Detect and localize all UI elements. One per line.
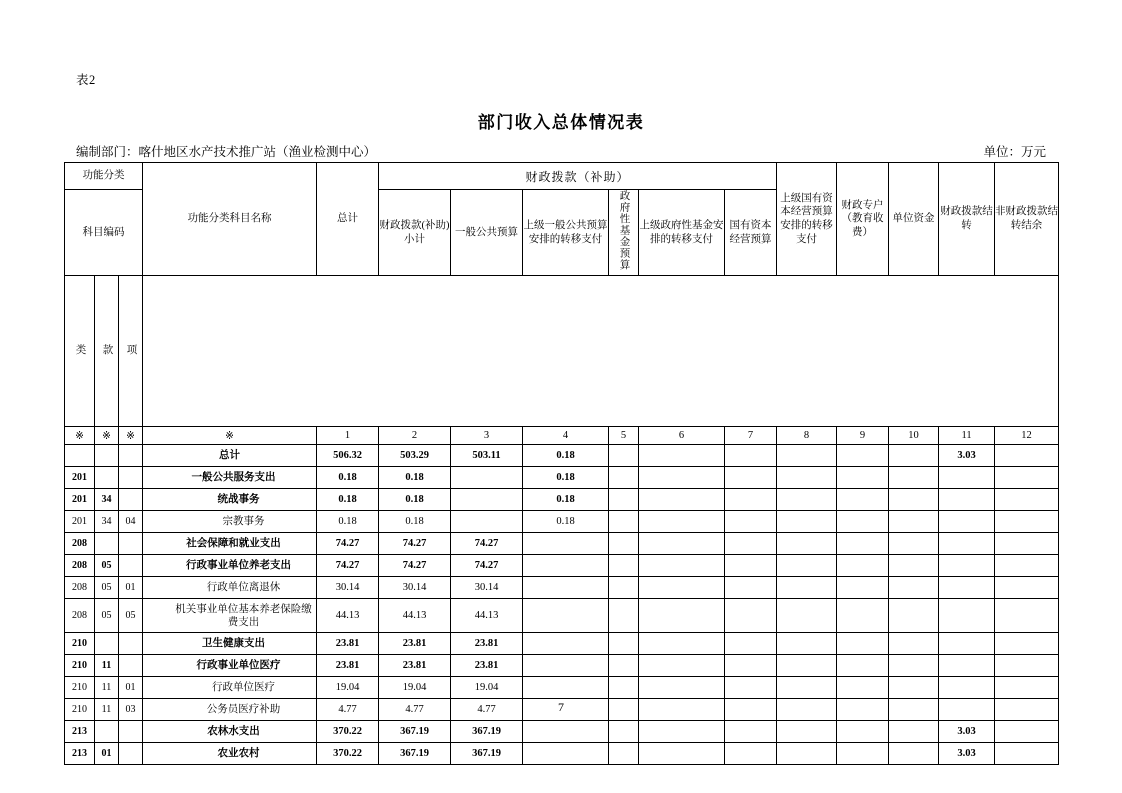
cell-value: 23.81 [379, 633, 451, 655]
cell-value: 30.14 [379, 577, 451, 599]
cell-value [837, 445, 889, 467]
col-header-fiscal-group: 财政拨款（补助） [379, 163, 777, 190]
cell-value: 0.18 [379, 489, 451, 511]
cell-value [837, 633, 889, 655]
cell-code-kuan: 34 [95, 511, 119, 533]
cell-value [451, 467, 523, 489]
cell-value [889, 743, 939, 765]
cell-value: 0.18 [523, 445, 609, 467]
cell-value [523, 655, 609, 677]
cell-value: 23.81 [317, 655, 379, 677]
table-row [65, 721, 1059, 743]
cell-value: 0.18 [523, 489, 609, 511]
numcell: 10 [889, 427, 939, 445]
cell-value: 4.77 [451, 699, 523, 721]
cell-code-lei: 201 [65, 489, 95, 511]
cell-value [777, 633, 837, 655]
cell-value [609, 511, 639, 533]
numcell: 2 [379, 427, 451, 445]
cell-value [939, 555, 995, 577]
cell-value [995, 445, 1059, 467]
cell-value [777, 489, 837, 511]
cell-value [451, 511, 523, 533]
cell-value: 367.19 [379, 743, 451, 765]
cell-code-xiang [119, 533, 143, 555]
col-header-unit-funds: 单位资金 [889, 163, 939, 276]
cell-value [523, 555, 609, 577]
col-header-upper-soe-transfer: 上级国有资本经营预算安排的转移支付 [777, 163, 837, 276]
cell-value [639, 599, 725, 633]
cell-value [639, 577, 725, 599]
cell-code-xiang [119, 743, 143, 765]
cell-value [725, 655, 777, 677]
cell-value [939, 655, 995, 677]
cell-value [837, 577, 889, 599]
col-header-gov-fund-budget: 政府性基金预算 [609, 190, 639, 276]
cell-value [889, 445, 939, 467]
cell-value [609, 467, 639, 489]
cell-value [889, 489, 939, 511]
cell-value [889, 655, 939, 677]
numcell: 11 [939, 427, 995, 445]
cell-value [995, 677, 1059, 699]
table-row [65, 467, 1059, 489]
cell-value: 503.29 [379, 445, 451, 467]
cell-value [939, 633, 995, 655]
cell-value [889, 599, 939, 633]
cell-value [777, 721, 837, 743]
cell-value [939, 577, 995, 599]
cell-code-xiang [119, 445, 143, 467]
cell-value: 0.18 [317, 511, 379, 533]
cell-value [995, 655, 1059, 677]
table-row [65, 445, 1059, 467]
cell-value: 30.14 [451, 577, 523, 599]
cell-value [777, 743, 837, 765]
cell-code-lei [65, 445, 95, 467]
cell-value [725, 577, 777, 599]
cell-code-kuan [95, 721, 119, 743]
cell-value [609, 655, 639, 677]
cell-value [523, 677, 609, 699]
cell-value [995, 599, 1059, 633]
cell-value [523, 533, 609, 555]
cell-value [837, 655, 889, 677]
col-header-nonfiscal-carryover: 非财政拨款结转结余 [995, 163, 1059, 276]
cell-code-lei: 208 [65, 533, 95, 555]
table-row [65, 633, 1059, 655]
col-header-total: 总计 [317, 163, 379, 276]
table-row [65, 743, 1059, 765]
cell-value [777, 467, 837, 489]
cell-code-kuan: 11 [95, 677, 119, 699]
cell-value [889, 511, 939, 533]
cell-value: 367.19 [451, 743, 523, 765]
cell-subject-name: 行政事业单位养老支出 [143, 555, 317, 577]
cell-code-xiang [119, 721, 143, 743]
numcell: 1 [317, 427, 379, 445]
cell-value [995, 721, 1059, 743]
cell-value [639, 511, 725, 533]
cell-subject-name: 农林水支出 [143, 721, 317, 743]
cell-code-lei: 213 [65, 721, 95, 743]
cell-value [889, 533, 939, 555]
cell-value: 370.22 [317, 743, 379, 765]
cell-value: 74.27 [379, 555, 451, 577]
cell-subject-name: 农业农村 [143, 743, 317, 765]
unit-label: 单位：万元 [983, 145, 1046, 159]
cell-value: 74.27 [379, 533, 451, 555]
cell-value: 0.18 [379, 467, 451, 489]
cell-value [837, 533, 889, 555]
numcell: 12 [995, 427, 1059, 445]
numcell: 9 [837, 427, 889, 445]
cell-value [725, 511, 777, 533]
cell-value: 0.18 [379, 511, 451, 533]
cell-value [777, 533, 837, 555]
cell-value: 0.18 [523, 467, 609, 489]
cell-value [609, 577, 639, 599]
cell-subject-name: 总计 [143, 445, 317, 467]
budget-table [64, 162, 1059, 765]
page-number: 7 [558, 700, 564, 714]
cell-subject-name: 一般公共服务支出 [143, 467, 317, 489]
cell-value [939, 533, 995, 555]
cell-code-kuan: 11 [95, 655, 119, 677]
cell-value [725, 533, 777, 555]
cell-value: 3.03 [939, 743, 995, 765]
cell-subject-name: 行政单位医疗 [143, 677, 317, 699]
cell-value [725, 467, 777, 489]
cell-value [889, 555, 939, 577]
cell-code-lei: 208 [65, 555, 95, 577]
cell-subject-name: 社会保障和就业支出 [143, 533, 317, 555]
col-header-xiang: 项 [119, 276, 143, 427]
cell-value [939, 489, 995, 511]
cell-value [889, 721, 939, 743]
cell-code-kuan [95, 533, 119, 555]
code-group-header: 功能分类 [65, 163, 143, 190]
cell-code-xiang: 01 [119, 677, 143, 699]
cell-value: 0.18 [317, 467, 379, 489]
cell-value [639, 633, 725, 655]
cell-value [939, 467, 995, 489]
cell-code-xiang [119, 555, 143, 577]
cell-subject-name: 行政单位离退休 [143, 577, 317, 599]
cell-value: 4.77 [317, 699, 379, 721]
cell-value: 3.03 [939, 445, 995, 467]
cell-value: 19.04 [379, 677, 451, 699]
cell-value: 0.18 [523, 511, 609, 533]
cell-value: 3.03 [939, 721, 995, 743]
cell-value [639, 467, 725, 489]
cell-code-kuan: 34 [95, 489, 119, 511]
cell-value [609, 533, 639, 555]
numcell: 6 [639, 427, 725, 445]
cell-code-lei: 208 [65, 577, 95, 599]
cell-value: 19.04 [317, 677, 379, 699]
cell-value [725, 721, 777, 743]
code-group-header-2: 科目编码 [65, 190, 143, 276]
cell-value [639, 533, 725, 555]
column-number-row [65, 427, 1059, 445]
cell-code-lei: 213 [65, 743, 95, 765]
cell-value: 74.27 [317, 555, 379, 577]
numcell: ※ [143, 427, 317, 445]
col-header-subject-name: 功能分类科目名称 [143, 163, 317, 276]
cell-code-lei: 201 [65, 467, 95, 489]
cell-value: 74.27 [451, 533, 523, 555]
cell-subject-name: 宗教事务 [143, 511, 317, 533]
col-header-upper-gov-fund-transfer: 上级政府性基金安排的转移支付 [639, 190, 725, 276]
cell-value [939, 599, 995, 633]
cell-value [939, 677, 995, 699]
cell-value: 23.81 [451, 655, 523, 677]
numcell: 8 [777, 427, 837, 445]
cell-code-xiang [119, 489, 143, 511]
cell-value [837, 677, 889, 699]
numcell: ※ [95, 427, 119, 445]
cell-value [837, 555, 889, 577]
cell-code-lei: 210 [65, 633, 95, 655]
cell-value: 74.27 [317, 533, 379, 555]
cell-value [609, 555, 639, 577]
cell-value [523, 633, 609, 655]
cell-value [523, 743, 609, 765]
table-row [65, 555, 1059, 577]
cell-value [725, 743, 777, 765]
cell-code-xiang: 05 [119, 599, 143, 633]
page-title: 部门收入总体情况表 [477, 113, 645, 132]
cell-value [639, 655, 725, 677]
cell-code-xiang [119, 633, 143, 655]
cell-value [725, 599, 777, 633]
cell-value [777, 511, 837, 533]
cell-code-kuan [95, 633, 119, 655]
cell-value: 370.22 [317, 721, 379, 743]
cell-value: 367.19 [379, 721, 451, 743]
numcell: 7 [725, 427, 777, 445]
cell-value: 23.81 [451, 633, 523, 655]
numcell: 4 [523, 427, 609, 445]
cell-value [609, 743, 639, 765]
col-header-fiscal-carryover: 财政拨款结转 [939, 163, 995, 276]
cell-value [889, 677, 939, 699]
col-header-lei: 类 [65, 276, 95, 427]
cell-code-kuan: 01 [95, 743, 119, 765]
compiler-department: 编制部门：喀什地区水产技术推广站（渔业检测中心） [76, 145, 377, 159]
cell-value [639, 677, 725, 699]
cell-code-xiang: 04 [119, 511, 143, 533]
cell-value [639, 445, 725, 467]
cell-code-kuan: 11 [95, 699, 119, 721]
cell-value: 503.11 [451, 445, 523, 467]
sheet-label: 表2 [76, 73, 96, 87]
cell-value [777, 599, 837, 633]
cell-code-kuan [95, 467, 119, 489]
cell-value [995, 555, 1059, 577]
cell-value: 30.14 [317, 577, 379, 599]
cell-value [995, 489, 1059, 511]
cell-value [725, 633, 777, 655]
numcell: ※ [65, 427, 95, 445]
cell-value [995, 533, 1059, 555]
cell-value [995, 511, 1059, 533]
col-header-fiscal-subtotal: 财政拨款(补助)小计 [379, 190, 451, 276]
cell-subject-name: 行政事业单位医疗 [143, 655, 317, 677]
cell-value [609, 721, 639, 743]
cell-value: 4.77 [379, 699, 451, 721]
cell-value [889, 467, 939, 489]
cell-code-kuan: 05 [95, 555, 119, 577]
cell-value [777, 555, 837, 577]
cell-value: 23.81 [317, 633, 379, 655]
cell-value: 74.27 [451, 555, 523, 577]
cell-value [639, 721, 725, 743]
col-header-soe-budget: 国有资本经营预算 [725, 190, 777, 276]
meta-row [76, 142, 1046, 160]
cell-code-kuan: 05 [95, 599, 119, 633]
table-row [65, 533, 1059, 555]
numcell: 3 [451, 427, 523, 445]
table-row [65, 511, 1059, 533]
cell-value: 44.13 [451, 599, 523, 633]
cell-value [725, 445, 777, 467]
cell-code-lei: 201 [65, 511, 95, 533]
cell-subject-name: 公务员医疗补助 [143, 699, 317, 721]
cell-value [889, 577, 939, 599]
cell-value [777, 577, 837, 599]
cell-code-kuan [95, 445, 119, 467]
cell-value [777, 655, 837, 677]
table-row [65, 655, 1059, 677]
cell-value [609, 633, 639, 655]
cell-value [609, 489, 639, 511]
numcell: 5 [609, 427, 639, 445]
cell-value [995, 633, 1059, 655]
cell-code-lei: 208 [65, 599, 95, 633]
cell-value [777, 677, 837, 699]
cell-value [639, 489, 725, 511]
cell-value: 23.81 [379, 655, 451, 677]
cell-value [837, 599, 889, 633]
cell-value [939, 511, 995, 533]
cell-value [725, 555, 777, 577]
cell-value [725, 489, 777, 511]
cell-value [639, 743, 725, 765]
cell-value [725, 677, 777, 699]
table-row [65, 677, 1059, 699]
cell-code-xiang [119, 655, 143, 677]
cell-value [609, 677, 639, 699]
cell-value [995, 467, 1059, 489]
cell-value: 44.13 [379, 599, 451, 633]
cell-value [639, 555, 725, 577]
cell-code-lei: 210 [65, 677, 95, 699]
cell-value [995, 743, 1059, 765]
numcell: ※ [119, 427, 143, 445]
cell-subject-name: 机关事业单位基本养老保险缴费支出 [143, 599, 317, 633]
cell-code-lei: 210 [65, 699, 95, 721]
cell-value [995, 577, 1059, 599]
cell-value [523, 577, 609, 599]
cell-value [609, 599, 639, 633]
cell-value [837, 511, 889, 533]
cell-code-xiang: 01 [119, 577, 143, 599]
cell-value [837, 467, 889, 489]
col-header-kuan: 款 [95, 276, 119, 427]
cell-value [523, 721, 609, 743]
cell-value: 44.13 [317, 599, 379, 633]
cell-value: 506.32 [317, 445, 379, 467]
cell-code-lei: 210 [65, 655, 95, 677]
table-row [65, 489, 1059, 511]
cell-value [451, 489, 523, 511]
cell-code-xiang [119, 467, 143, 489]
cell-subject-name: 统战事务 [143, 489, 317, 511]
col-header-fiscal-special-account: 财政专户（教育收费） [837, 163, 889, 276]
cell-value [837, 743, 889, 765]
cell-value: 19.04 [451, 677, 523, 699]
cell-code-xiang: 03 [119, 699, 143, 721]
col-header-upper-general-transfer: 上级一般公共预算安排的转移支付 [523, 190, 609, 276]
cell-value [837, 721, 889, 743]
cell-value: 367.19 [451, 721, 523, 743]
cell-value [523, 599, 609, 633]
cell-value [837, 489, 889, 511]
table-row [65, 599, 1059, 633]
header-spacer [143, 276, 1059, 427]
cell-value [889, 633, 939, 655]
cell-code-kuan: 05 [95, 577, 119, 599]
col-header-general-public-budget: 一般公共预算 [451, 190, 523, 276]
table-row [65, 577, 1059, 599]
cell-subject-name: 卫生健康支出 [143, 633, 317, 655]
cell-value [609, 445, 639, 467]
cell-value: 0.18 [317, 489, 379, 511]
cell-value [777, 445, 837, 467]
